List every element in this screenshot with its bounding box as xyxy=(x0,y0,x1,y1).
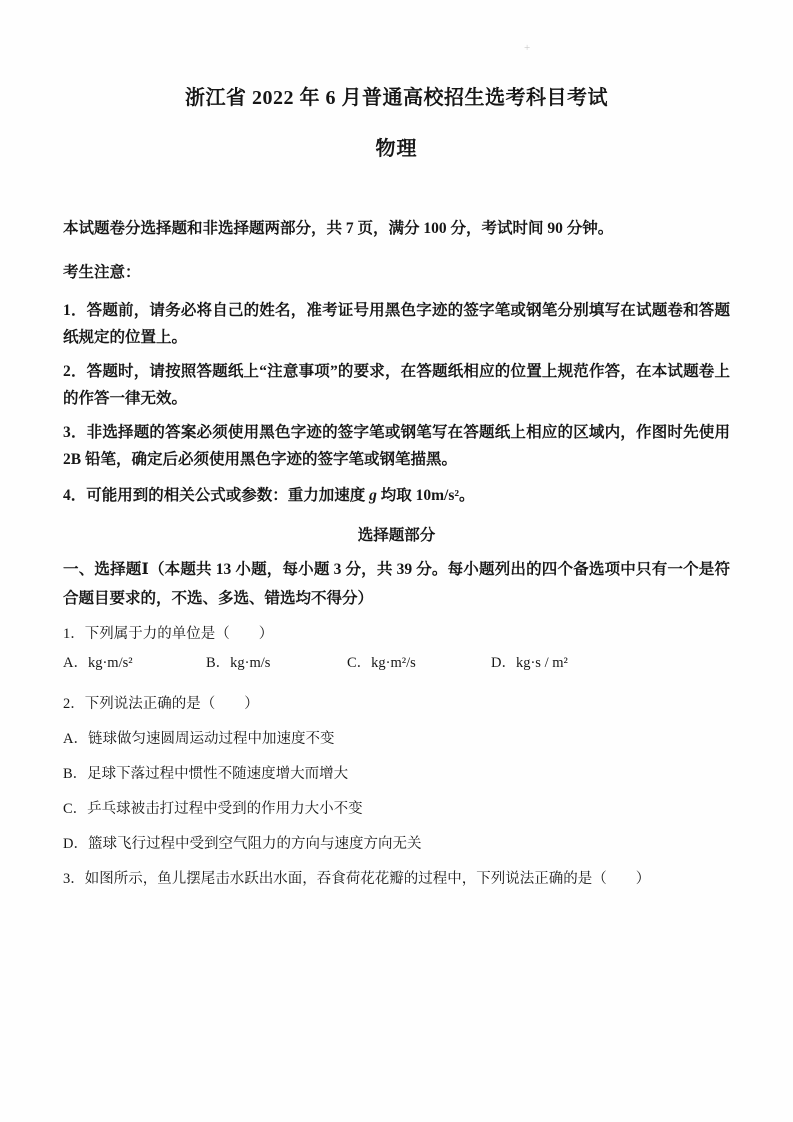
question-3-stem: 3．如图所示，鱼儿摆尾击水跃出水面，吞食荷花花瓣的过程中，下列说法正确的是（ ） xyxy=(63,871,651,887)
question-1-option-c: C．kg·m²/s xyxy=(347,655,416,671)
scan-artifact-mark: + xyxy=(524,42,531,54)
part1-heading: 一、选择题Ⅰ（本题共 13 小题，每小题 3 分，共 39 分。每小题列出的四个备选项中只有一个是符合题目要求的，不选、多选、错选均不得分） xyxy=(63,561,730,607)
candidate-notice-heading: 考生注意： xyxy=(63,264,141,281)
question-2-option-b: B．足球下落过程中惯性不随速度增大而增大 xyxy=(63,766,349,782)
question-1-option-b: B．kg·m/s xyxy=(206,655,271,671)
question-2-stem: 2．下列说法正确的是（ ） xyxy=(63,696,259,712)
exam-title: 浙江省 2022 年 6 月普通高校招生选考科目考试 xyxy=(185,87,608,109)
section-title-choice-part: 选择题部分 xyxy=(357,527,436,544)
exam-intro-paragraph: 本试题卷分选择题和非选择题两部分，共 7 页，满分 100 分，考试时间 90 分钟。 xyxy=(63,220,614,237)
notice-item-2: 2．答题时，请按照答题纸上“注意事项”的要求，在答题纸相应的位置上规范作答，在本试题卷上的作答一律无效。 xyxy=(63,363,730,407)
notice-item-3: 3．非选择题的答案必须使用黑色字迹的签字笔或钢笔写在答题纸上相应的区域内，作图时先使用 2B 铅笔，确定后必须使用黑色字迹的签字笔或钢笔描黑。 xyxy=(63,424,730,468)
question-1-stem: 1．下列属于力的单位是（ ） xyxy=(63,626,274,642)
exam-subject-title: 物理 xyxy=(375,138,418,160)
question-2-option-a: A．链球做匀速圆周运动过程中加速度不变 xyxy=(63,731,335,747)
notice-item-1: 1．答题前，请务必将自己的姓名，准考证号用黑色字迹的签字笔或钢笔分别填写在试题卷和答题纸规定的位置上。 xyxy=(63,302,730,346)
gravity-symbol-g: g xyxy=(369,487,377,504)
notice-item-4 xyxy=(63,482,730,509)
question-2-option-d: D．篮球飞行过程中受到空气阻力的方向与速度方向无关 xyxy=(63,836,422,852)
question-1-option-a: A．kg·m/s² xyxy=(63,655,133,671)
question-1-options-row xyxy=(63,651,730,675)
notice-4-prefix: 4．可能用到的相关公式或参数：重力加速度 xyxy=(63,487,370,504)
page-content xyxy=(0,85,793,891)
question-2-option-c: C．乒乓球被击打过程中受到的作用力大小不变 xyxy=(63,801,363,817)
notice-4-suffix: 均取 10m/s²。 xyxy=(376,487,475,504)
question-1-option-d: D．kg·s / m² xyxy=(491,655,568,671)
